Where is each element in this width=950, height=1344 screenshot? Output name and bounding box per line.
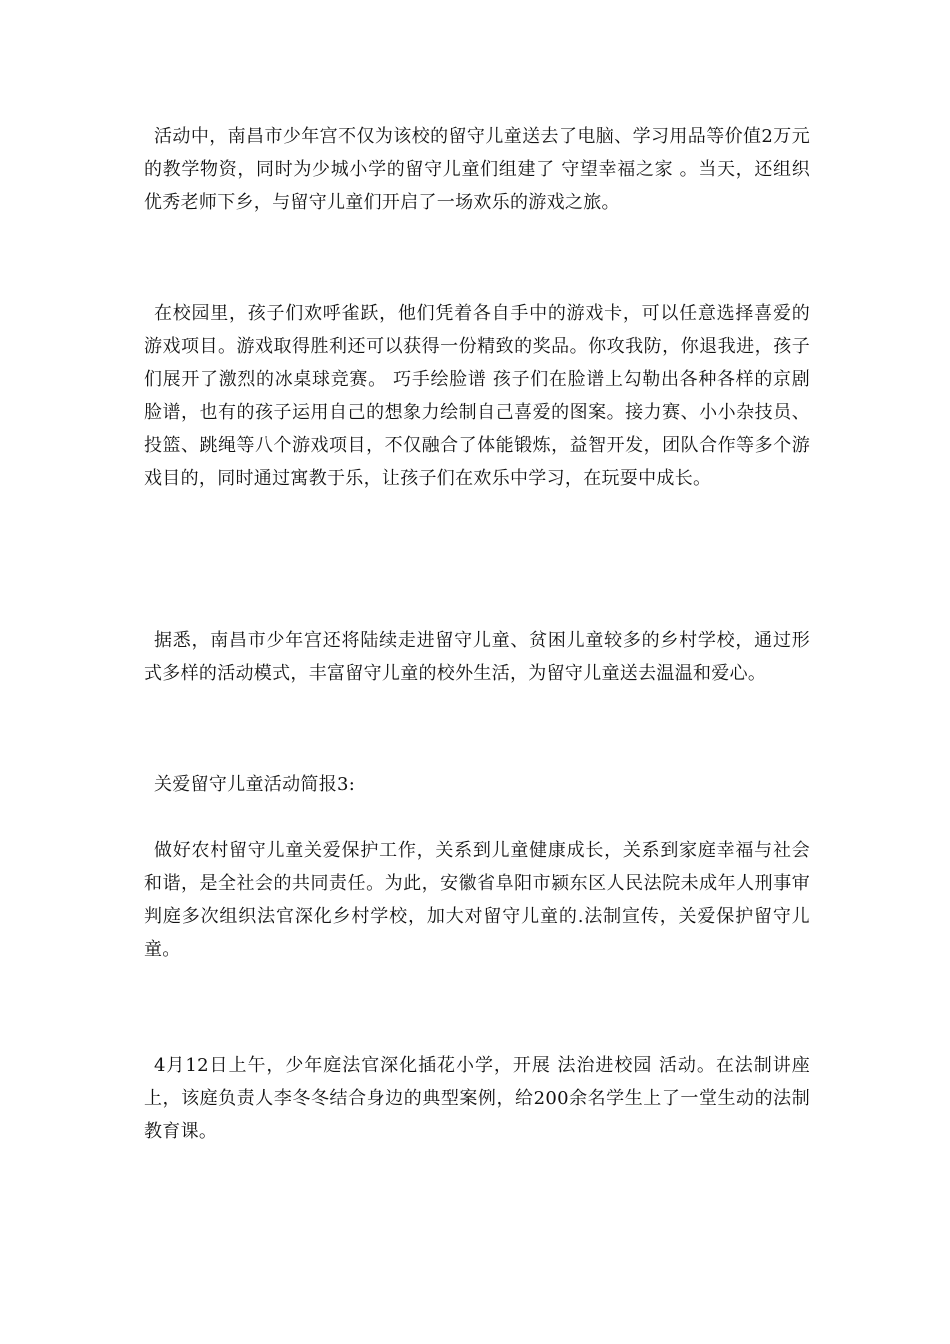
section-heading-report-3: 关爱留守儿童活动简报3:	[154, 774, 356, 795]
paragraph-campus-games: 在校园里，孩子们欢呼雀跃，他们凭着各自手中的游戏卡，可以任意选择喜爱的游戏项目。游戏取得胜利还可以获得一份精致的奖品。你攻我防，你退我进，孩子们展开了激烈的冰桌球竞赛。 巧手绘脸谱 孩子们在脸谱上勾勒出各种各样的京剧脸谱，也有的孩子运用自己的想象力绘制自己喜爱的图案。接力赛、小小杂技员、投篮、跳绳等八个游戏项目，不仅融合了体能锻炼，益智开发，团队合作等多个游戏目的，同时通过寓教于乐，让孩子们在欢乐中学习，在玩耍中成长。	[144, 303, 810, 489]
paragraph-law-lecture: 4月12日上午，少年庭法官深化插花小学，开展 法治进校园 活动。在法制讲座上，该庭负责人李冬冬结合身边的典型案例，给200余名学生上了一堂生动的法制教育课。	[144, 1055, 810, 1142]
paragraph-future-plans: 据悉，南昌市少年宫还将陆续走进留守儿童、贫困儿童较多的乡村学校，通过形式多样的活动模式，丰富留守儿童的校外生活，为留守儿童送去温温和爱心。	[144, 630, 810, 684]
paragraph-court-responsibility: 做好农村留守儿童关爱保护工作，关系到儿童健康成长，关系到家庭幸福与社会和谐，是全社会的共同责任。为此，安徽省阜阳市颍东区人民法院未成年人刑事审判庭多次组织法官深化乡村学校，加大对留守儿童的.法制宣传，关爱保护留守儿童。	[144, 840, 810, 960]
paragraph-activity-intro: 活动中，南昌市少年宫不仅为该校的留守儿童送去了电脑、学习用品等价值2万元的教学物资，同时为少城小学的留守儿童们组建了 守望幸福之家 。当天，还组织优秀老师下乡，与留守儿童们开启了一场欢乐的游戏之旅。	[144, 126, 810, 213]
